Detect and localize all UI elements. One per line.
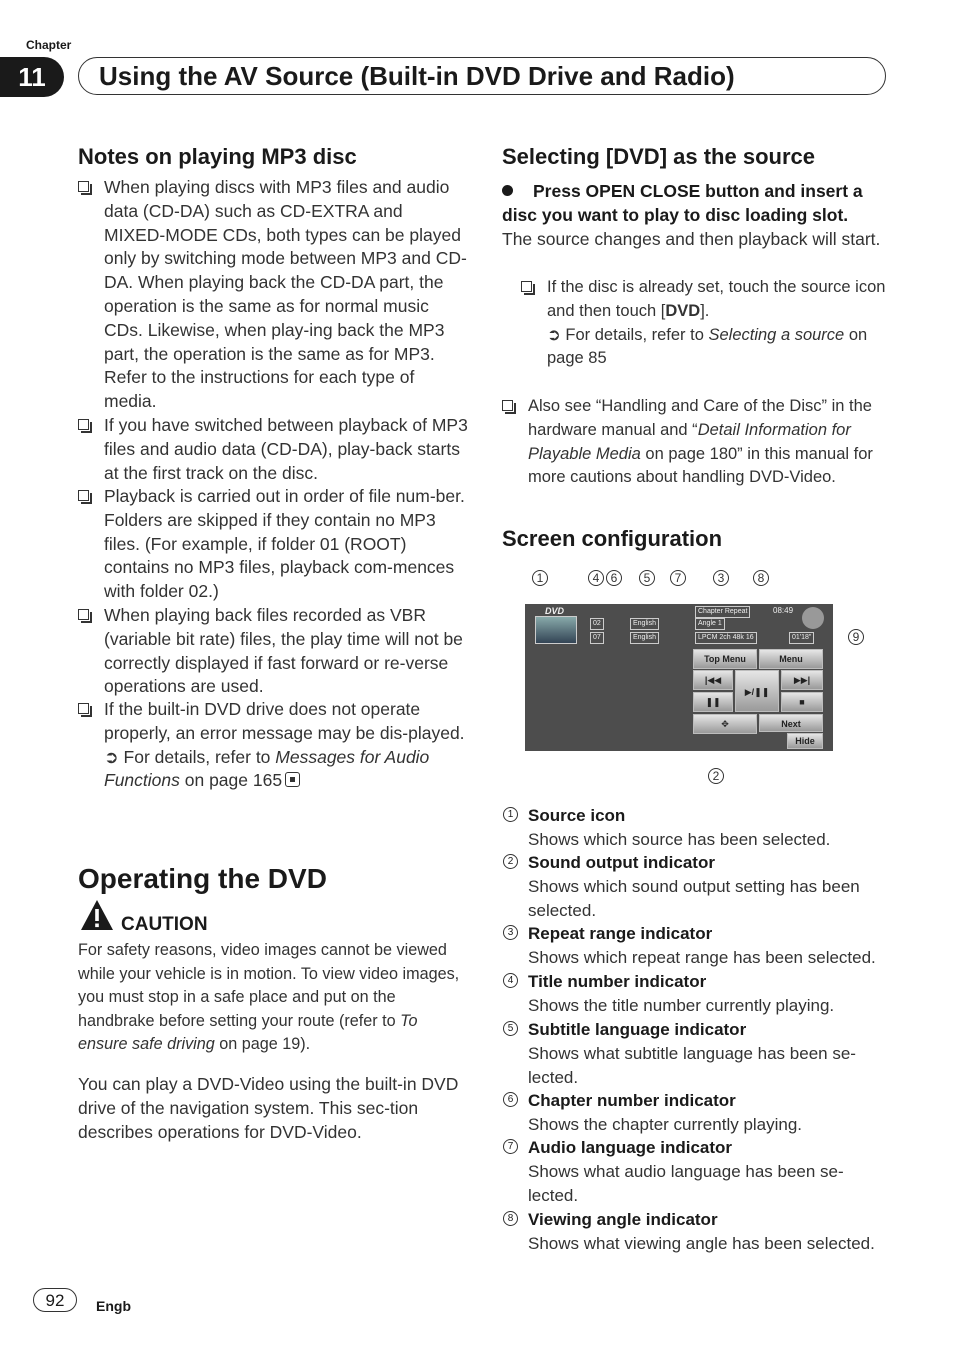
page-number: 92 — [33, 1288, 77, 1312]
callout-number: 8 — [753, 570, 769, 586]
checkbox-bullet-icon — [78, 419, 89, 430]
menu-button[interactable]: Menu — [759, 649, 823, 669]
list-item: If the built-in DVD drive does not operate properly, an error message may be dis-played. ➲ For details, refer to Messages for Audio Functions on page 165 — [78, 698, 468, 793]
chapter-number-indicator: 07 — [590, 632, 604, 644]
screen-configuration-heading: Screen configuration — [502, 526, 723, 551]
language-code: Engb — [96, 1298, 131, 1314]
list-item: If you have switched between playback of MP3 files and audio data (CD-DA), play-back starts at the first track on the disc. — [78, 414, 468, 485]
subtitle-language-indicator: English — [630, 618, 659, 630]
callout-number: 6 — [606, 570, 622, 586]
callout-number: 4 — [588, 570, 604, 586]
cross-reference: ➲ For details, refer to Messages for Audio Functions on page 165 — [104, 746, 430, 791]
bullet-dot-icon — [502, 185, 513, 196]
sound-output-indicator: LPCM 2ch 48k 16 — [695, 632, 757, 644]
next-button[interactable]: Next — [759, 714, 823, 732]
hide-button[interactable]: Hide — [787, 733, 823, 749]
callout-number: 2 — [708, 768, 724, 784]
checkbox-bullet-icon — [78, 609, 89, 620]
reference-link[interactable]: To ensure safe driving — [78, 1011, 418, 1054]
checkbox-bullet-icon — [78, 181, 89, 192]
reference-link[interactable]: Messages for Audio Functions — [104, 746, 430, 791]
pioneer-logo — [802, 607, 824, 629]
checkbox-bullet-icon — [78, 490, 89, 501]
pause-button[interactable]: ❚❚ — [693, 692, 733, 712]
source-icon — [535, 616, 577, 644]
checkbox-bullet-icon — [502, 400, 513, 411]
reference-arrow-icon: ➲ — [104, 746, 119, 767]
legend-item: 5 Subtitle language indicator Shows what subtitle language has been se-lected. — [503, 1018, 893, 1089]
checkbox-bullet-icon — [521, 281, 532, 292]
checkbox-bullet-icon — [78, 703, 89, 714]
step-result: The source changes and then playback will start. — [502, 229, 881, 249]
title-number-indicator: 02 — [590, 618, 604, 630]
audio-language-indicator: English — [630, 632, 659, 644]
callout-number: 5 — [639, 570, 655, 586]
play-time-readout: 01'18" — [789, 632, 814, 644]
end-mark-icon — [285, 772, 300, 787]
reference-link[interactable]: Detail Information for Playable Media — [528, 420, 851, 463]
dvd-screen-screenshot — [525, 604, 833, 751]
legend-item: 6 Chapter number indicator Shows the chapter currently playing. — [503, 1089, 893, 1137]
list-item: If the disc is already set, touch the source icon and then touch [DVD]. ➲ For details, refer to Selecting a source on page 85 — [521, 276, 887, 371]
legend-item: 1 Source icon Shows which source has been selected. — [503, 804, 893, 852]
reference-arrow-icon: ➲ — [547, 325, 561, 344]
caution-label: CAUTION — [121, 914, 208, 935]
play-pause-button[interactable]: ▶/❚❚ — [735, 670, 779, 712]
chapter-number-badge: 11 — [0, 57, 64, 97]
top-menu-button[interactable]: Top Menu — [693, 649, 757, 669]
list-item: Also see “Handling and Care of the Disc” in the hardware manual and “Detail Information for Playable Media on page 180” in this manual for more cautions about handling DVD-Video. — [502, 395, 892, 490]
callout-number: 9 — [848, 629, 864, 645]
source-label: DVD — [545, 606, 565, 616]
clock-readout: 08:49 — [773, 606, 794, 615]
callout-number: 1 — [532, 570, 548, 586]
viewing-angle-indicator: Angle 1 — [695, 618, 725, 630]
caution-text: For safety reasons, video images cannot be viewed while your vehicle is in motion. To view video images, you must stop in a safe place and put on the handbrake before setting your route (refer to To ensure safe driving on page 19). — [78, 941, 460, 1054]
callout-number: 7 — [670, 570, 686, 586]
stop-button[interactable]: ■ — [781, 692, 823, 712]
repeat-range-indicator: Chapter Repeat — [695, 606, 750, 618]
legend-item: 3 Repeat range indicator Shows which repeat range has been selected. — [503, 922, 893, 970]
operating-dvd-heading: Operating the DVD — [78, 863, 327, 894]
callout-number: 3 — [713, 570, 729, 586]
list-item: Playback is carried out in order of file num-ber. Folders are skipped if they contain no MP3 files. (For example, if folder 01 (ROOT) contains no MP3 files, playback com-mences with folder 02.) — [78, 485, 468, 604]
list-item: When playing back files recorded as VBR (variable bit rate) files, the play time will not be correctly displayed if fast forward or re-verse operations are used. — [78, 604, 468, 699]
legend-item: 7 Audio language indicator Shows what audio language has been se-lected. — [503, 1136, 893, 1207]
previous-track-button[interactable]: |◀◀ — [693, 670, 733, 690]
reference-link[interactable]: Selecting a source — [708, 325, 845, 344]
step-instruction: Press OPEN CLOSE button and insert a disc you want to play to disc loading slot. — [502, 181, 863, 225]
legend-item: 4 Title number indicator Shows the title number currently playing. — [503, 970, 893, 1018]
options-button[interactable]: ✥ — [693, 714, 757, 734]
page-title: Using the AV Source (Built-in DVD Drive and Radio) — [78, 57, 886, 95]
selecting-dvd-heading: Selecting [DVD] as the source — [502, 144, 815, 169]
warning-icon — [80, 898, 114, 932]
next-track-button[interactable]: ▶▶| — [781, 670, 823, 690]
intro-paragraph: You can play a DVD-Video using the built-in DVD drive of the navigation system. This sec-tion describes operations for DVD-Video. — [78, 1074, 459, 1142]
cross-reference: ➲ For details, refer to Selecting a source on page 85 — [547, 325, 868, 368]
list-item: When playing discs with MP3 files and audio data (CD-DA) such as CD-EXTRA and MIXED-MODE CDs, both types can be played only by switching mode between MP3 and CD-DA. When playing back the CD-DA part, the operation is the same as for normal music CDs. Likewise, when play-ing back the MP3 part, the operation is the same as for MP3. Refer to the instructions for each type of media. — [78, 176, 468, 414]
chapter-label: Chapter — [26, 38, 72, 52]
legend-item: 2 Sound output indicator Shows which sound output setting has been selected. — [503, 851, 893, 922]
mp3-notes-heading: Notes on playing MP3 disc — [78, 144, 357, 169]
legend-item: 8 Viewing angle indicator Shows what viewing angle has been selected. — [503, 1208, 893, 1256]
